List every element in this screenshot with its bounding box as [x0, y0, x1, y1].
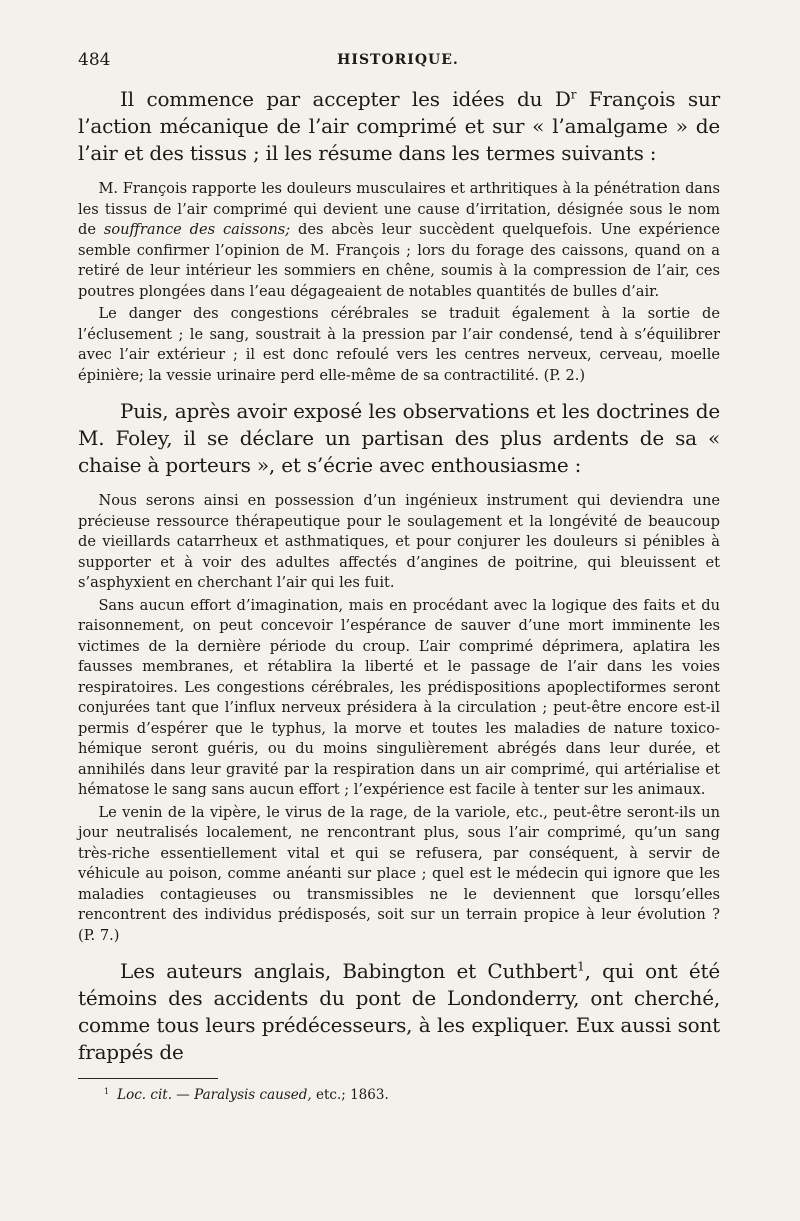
page-header — [78, 50, 718, 76]
running-head: HISTORIQUE. — [337, 52, 459, 68]
footnote — [78, 1087, 720, 1103]
quotation-block-1 — [78, 179, 720, 386]
text-segment: François sur l’action mécanique de l’air comprimé et sur « l’amalgame » de l’air et des tissus ; il les résume dans les termes suivants : — [78, 87, 720, 165]
quotation-block-2 — [78, 491, 720, 946]
paragraph-english-authors — [78, 958, 720, 1066]
footnote-loc: Loc. cit. — [117, 1087, 172, 1103]
footnote-title: Paralysis caused, — [194, 1087, 312, 1103]
italic-term: souffrance des caissons; — [103, 221, 291, 238]
page-number: 484 — [78, 50, 111, 70]
page-body — [78, 86, 720, 1103]
text-segment: des abcès leur succèdent quelquefois. Une expérience semble confirmer l’opinion de M. François ; lors du forage des caissons, quand on a retiré de leur intérieur les sommiers en chêne, soumis à la compression de l’air, ces poutres plongées dans l’eau dégageaient de notables quantités de bulles d’air. — [78, 221, 720, 300]
footnote-number: 1 — [104, 1085, 110, 1096]
quote-paragraph: Le venin de la vipère, le virus de la rage, de la variole, etc., peut-être seront-ils un jour neutralisés localement, ne rencontrant plus, sous l’air comprimé, qu’un sang très-riche essentiellement vital et qui se refusera, par conséquent, à servir de véhicule au poison, comme anéanti sur place ; quel est le médecin qui ignore que les maladies contagieuses ou transmissibles ne le deviennent que lorsqu’elles rencontrent des individus prédisposés, soit sur un terrain propice à leur évolution ? (P. 7.) — [78, 803, 720, 944]
quote-paragraph — [78, 179, 720, 302]
footnote-marker: 1 — [577, 959, 585, 974]
text-segment: , qui ont été témoins des accidents du pont de Londonderry, ont cherché, comme tous leurs prédécesseurs, à les expliquer. Eux aussi sont frappés de — [78, 959, 720, 1064]
paragraph-intro — [78, 86, 720, 167]
quote-paragraph: Sans aucun effort d’imagination, mais en procédant avec la logique des faits et du raisonnement, on peut concevoir l’espérance de sauver d’une mort imminente les victimes de la dernière période du croup. L’air comprimé déprimera, aplatira les fausses membranes, et rétablira la liberté et le passage de l’air dans les voies respiratoires. Les congestions cérébrales, les prédispositions apoplectiformes seront conjurées tant que l’influx nerveux présidera à la circulation ; peut-être encore est-il permis d’espérer que le typhus, la morve et toutes les maladies de nature toxico-hémique seront guéris, ou du moins singulièrement abrégés dans leur durée, et annihilés dans leur gravité par la respiration dans un air comprimé, qui artérialise et hématose le sang sans aucun effort ; l’expérience est facile à tenter sur les animaux. — [78, 596, 720, 798]
text-segment: M. François rapporte les douleurs musculaires et arthritiques à la pénétration dans les tissus de l’air comprimé qui devient une cause d’irritation, désignée sous le nom de — [78, 180, 720, 238]
footnote-divider — [78, 1078, 218, 1079]
text-segment: Les auteurs anglais, Babington et Cuthbert — [120, 959, 578, 983]
quote-paragraph: Le danger des congestions cérébrales se traduit également à la sortie de l’éclusement ; le sang, soustrait à la pression par l’air condensé, tend à s’équilibrer avec l’air extérieur ; il est donc refoulé vers les centres nerveux, cerveau, moelle épinière; la vessie urinaire perd elle-même de sa contractilité. (P. 2.) — [78, 305, 720, 384]
quote-paragraph: Nous serons ainsi en possession d’un ingénieux instrument qui deviendra une précieuse ressource thérapeutique pour le soulagement et la longévité de beaucoup de vieillards catarrheux et asthmatiques, et pour conjurer les douleurs si pénibles à supporter et à voir des adultes affectés d’angines de poitrine, qui bleuissent et s’asphyxient en cherchant l’air qui les fuit. — [78, 492, 720, 591]
text-segment: Il commence par accepter les idées du D — [120, 87, 571, 111]
footnote-rest: etc.; 1863. — [311, 1087, 389, 1103]
footnote-dash: — — [172, 1087, 195, 1103]
superscript: r — [570, 87, 577, 102]
paragraph-foley: Puis, après avoir exposé les observations et les doctrines de M. Foley, il se déclare un partisan des plus ardents de sa « chaise à porteurs », et s’écrie avec enthousiasme : — [78, 399, 720, 477]
